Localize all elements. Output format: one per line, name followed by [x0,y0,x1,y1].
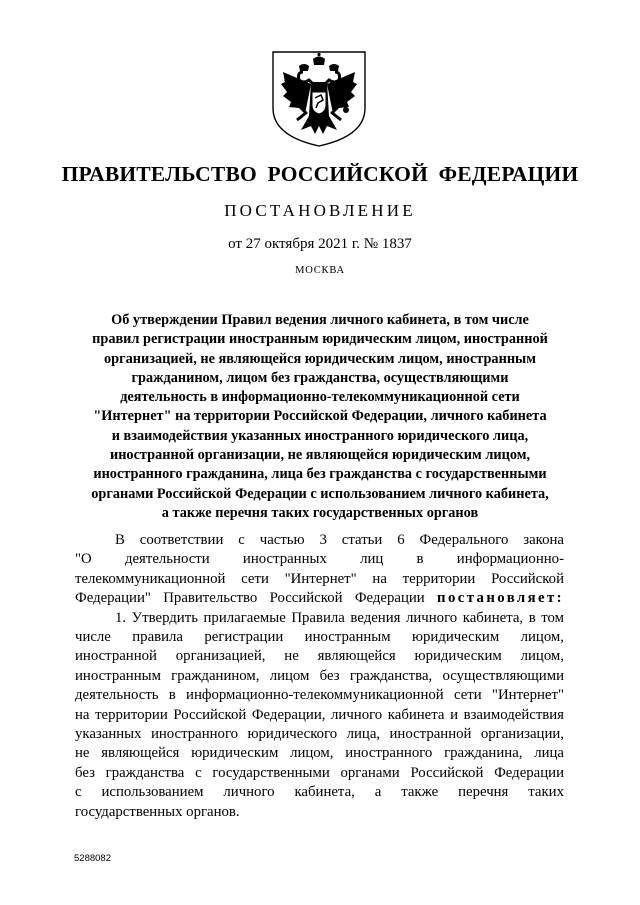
subject-line: деятельность в информационно-телекоммуникационной сети [120,389,520,406]
subject-line: иностранной организации, не являющейся юридическим лицом, [109,447,531,464]
decree-word: постановляет: [437,590,564,607]
coat-of-arms-icon [269,50,369,148]
document-id: 5288082 [74,853,111,864]
subject-line: Об утверждении Правил ведения личного кабинета, в том числе [111,312,529,328]
document-type: ПОСТАНОВЛЕНИЕ [224,201,416,220]
subject-line: органами Российской Федерации с использованием личного кабинета, [91,485,549,502]
subject-line: гражданином, лицом без гражданства, осуществляющими [131,369,509,386]
document-subject [70,311,570,523]
document-body [75,531,564,822]
item1-line: не являющейся юридическим лицом, иностранного гражданина, лица [75,745,564,762]
item1-line: государственных органов. [75,803,240,820]
item1-line: с использованием личного кабинета, а также перечня таких [75,784,564,801]
subject-line: и взаимодействия указанных иностранного юридического лица, [111,427,529,444]
item1-line: иностранной организацией, не являющейся юридическим лицом, [75,648,564,665]
item1-line: иностранным гражданином, лицом без гражданства, осуществляющими [75,667,564,684]
item1-line: деятельность в информационно-телекоммуникационной сети "Интернет" [75,687,564,704]
item1-line: числе правила регистрации иностранным юридическим лицом, [75,629,564,646]
document-city: МОСКВА [295,265,345,276]
preamble-line: В соответствии с частью 3 статьи 6 Федерального закона [115,532,564,548]
subject-line: иностранного гражданина, лица без гражданства с государственными [93,466,547,483]
item1-line: на территории Российской Федерации, личного кабинета и взаимодействия [75,706,564,723]
preamble-last-line [75,589,564,608]
item1-line: без гражданства с государственными органами Российской Федерации [75,764,564,781]
document-date-number: от 27 октября 2021 г. № 1837 [228,236,412,252]
government-title: ПРАВИТЕЛЬСТВО РОССИЙСКОЙ ФЕДЕРАЦИИ [61,162,579,186]
preamble-line: Федерации" Правительство Российской Федерации [75,590,425,607]
preamble-line: "О деятельности иностранных лиц в информационно- [75,551,564,568]
item1-line: 1. Утвердить прилагаемые Правила ведения личного кабинета, в том [115,609,564,626]
preamble-line: телекоммуникационной сети "Интернет" на территории Российской [75,570,564,587]
subject-line: а также перечня таких государственных органов [161,504,479,521]
subject-line: организацией, не являющейся юридическим лицом, иностранным [104,350,536,367]
subject-line: правил регистрации иностранным юридическим лицом, иностранной [92,331,548,348]
subject-line: "Интернет" на территории Российской Федерации, личного кабинета [93,408,547,425]
item1-line: указанных иностранного юридического лица, иностранной организации, [75,726,564,743]
